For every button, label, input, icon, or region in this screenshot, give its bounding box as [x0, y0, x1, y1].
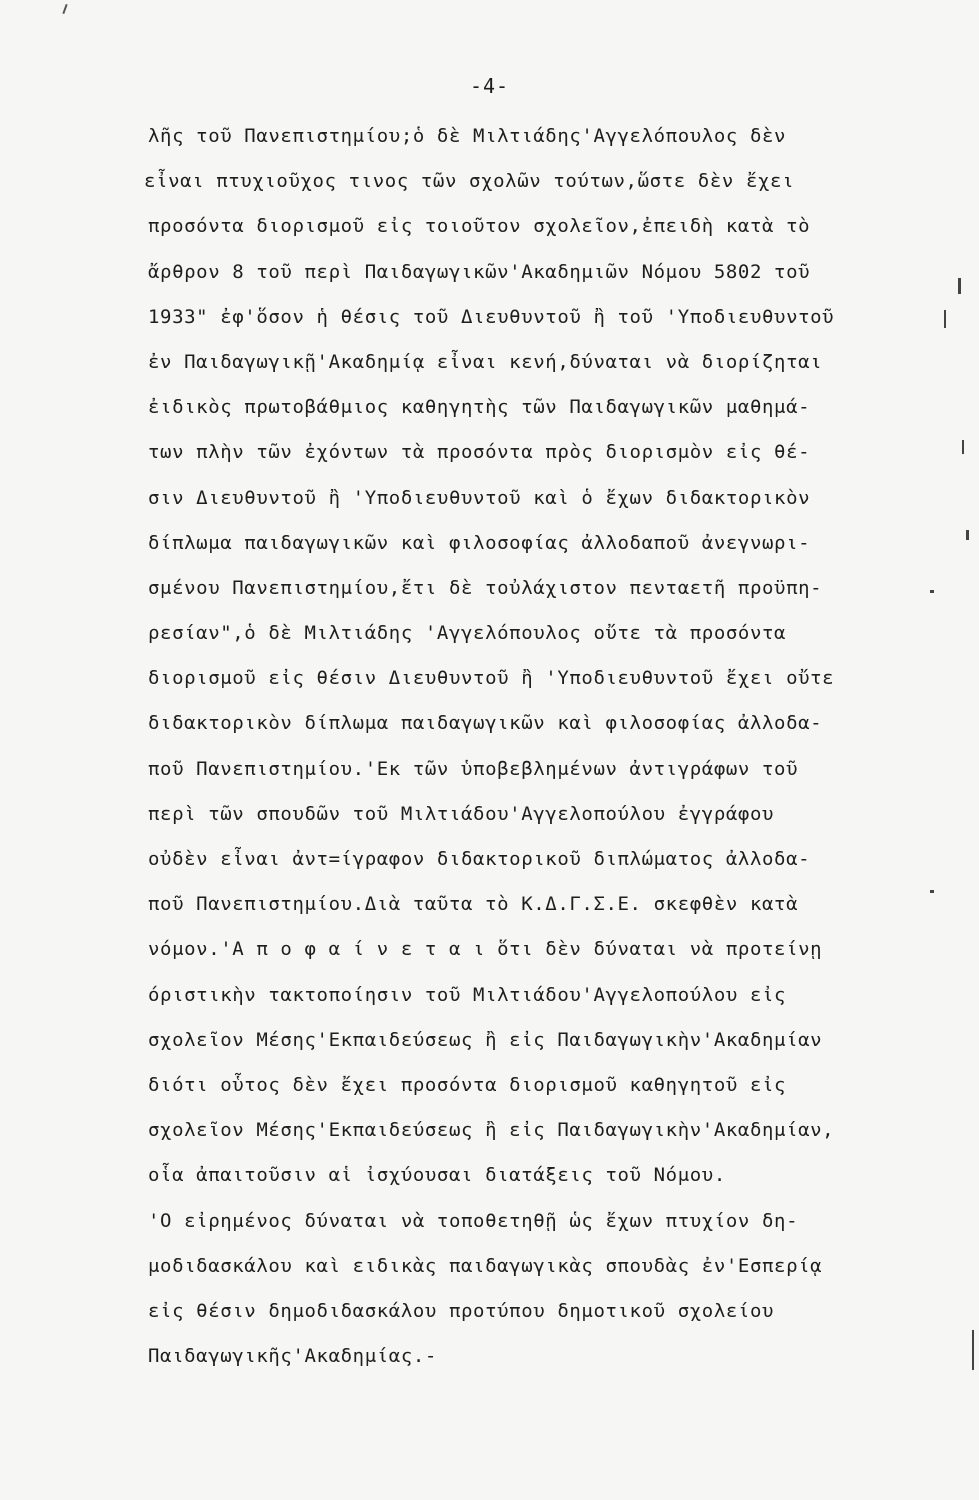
text-line: λῆς τοῦ Πανεπιστημίου;ὁ δὲ Μιλτιάδης'Αγγελόπουλος δὲν	[148, 125, 787, 147]
text-line: οὐδὲν εἶναι ἀντ=ίγραφον διδακτορικοῦ διπλώματος ἀλλοδα-	[148, 848, 811, 870]
text-line: ἐν Παιδαγωγικῇ'Ακαδημίᾳ εἶναι κενή,δύναται νὰ διορίζηται	[148, 350, 823, 373]
text-line: ρεσίαν",ὁ δὲ Μιλτιάδης 'Αγγελόπουλος οὔτε τὰ προσόντα	[148, 622, 787, 645]
edge-mark	[966, 530, 969, 540]
text-line: σχολεῖον Μέσης'Εκπαιδεύσεως ἢ εἰς Παιδαγωγικὴν'Ακαδημίαν	[148, 1028, 823, 1051]
page-number: -4-	[469, 74, 510, 98]
text-line: νόμον.'Α π ο φ α ί ν ε τ α ι ὅτι δὲν δύναται νὰ προτείνῃ	[148, 938, 823, 961]
text-line: σιν Διευθυντοῦ ἢ 'Υποδιευθυντοῦ καὶ ὁ ἔχων διδακτορικὸν	[148, 486, 811, 509]
text-line: διότι οὗτος δὲν ἔχει προσόντα διορισμοῦ καθηγητοῦ εἰς	[148, 1073, 787, 1096]
edge-mark	[944, 310, 946, 328]
corner-mark	[62, 4, 67, 14]
text-line: σχολεῖον Μέσης'Εκπαιδεύσεως ἢ εἰς Παιδαγωγικὴν'Ακαδημίαν,	[148, 1119, 835, 1142]
text-line: 1933" ἐφ'ὅσον ἡ θέσις τοῦ Διευθυντοῦ ἢ τοῦ 'Υποδιευθυντοῦ	[148, 305, 835, 328]
text-line: ἐιδικὸς πρωτοβάθμιος καθηγητὴς τῶν Παιδαγωγικῶν μαθημά-	[148, 396, 811, 419]
edge-mark	[958, 278, 961, 294]
text-line: εἶναι πτυχιοῦχος τινος τῶν σχολῶν τούτων,ὥστε δὲν ἔχει	[144, 170, 795, 193]
text-line: ἄρθρον 8 τοῦ περὶ Παιδαγωγικῶν'Ακαδημιῶν Νόμου 5802 τοῦ	[148, 260, 811, 283]
text-line: δίπλωμα παιδαγωγικῶν καὶ φιλοσοφίας ἀλλοδαποῦ ἀνεγνωρι-	[148, 531, 811, 554]
edge-mark	[930, 590, 934, 593]
text-line: εἰς θέσιν δημοδιδασκάλου προτύπου δημοτικοῦ σχολείου	[148, 1299, 775, 1322]
text-line: προσόντα διορισμοῦ εἰς τοιοῦτον σχολεῖον,ἐπειδὴ κατὰ τὸ	[148, 215, 811, 238]
text-line: σμένου Πανεπιστημίου,ἔτι δὲ τοὐλάχιστον πενταετῆ προϋπη-	[148, 576, 823, 599]
text-line: διδακτορικὸν δίπλωμα παιδαγωγικῶν καὶ φιλοσοφίας ἀλλοδα-	[148, 712, 823, 735]
text-line: όριστικὴν τακτοποίησιν τοῦ Μιλτιάδου'Αγγελοπούλου εἰς	[148, 983, 787, 1006]
text-line: μοδιδασκάλου καὶ ειδικὰς παιδαγωγικὰς σπουδὰς ἐν'Εσπερίᾳ	[148, 1254, 823, 1277]
edge-mark	[972, 1330, 974, 1370]
body-text	[144, 114, 928, 1379]
text-line: διορισμοῦ εἰς θέσιν Διευθυντοῦ ἢ 'Υποδιευθυντοῦ ἔχει οὔτε	[148, 667, 835, 690]
text-line: Παιδαγωγικῆς'Ακαδημίας.-	[148, 1345, 437, 1368]
text-line: ποῦ Πανεπιστημίου.Διὰ ταῦτα τὸ Κ.Δ.Γ.Σ.Ε. σκεφθὲν κατὰ	[148, 893, 799, 916]
text-line: 'Ο εἰρημένος δύναται νὰ τοποθετηθῇ ὡς ἔχων πτυχίον δη-	[148, 1209, 799, 1232]
text-line: οἷα ἀπαιτοῦσιν αἱ ἰσχύουσαι διατάξεις τοῦ Νόμου.	[148, 1164, 726, 1187]
text-line: των πλὴν τῶν ἐχόντων τὰ προσόντα πρὸς διορισμὸν εἰς θέ-	[148, 441, 811, 464]
edge-mark	[930, 890, 934, 893]
text-line: περὶ τῶν σπουδῶν τοῦ Μιλτιάδου'Αγγελοπούλου ἐγγράφου	[148, 802, 775, 825]
edge-mark	[962, 440, 964, 454]
text-line: ποῦ Πανεπιστημίου.'Εκ τῶν ὑποβεβλημένων ἀντιγράφων τοῦ	[148, 757, 799, 780]
